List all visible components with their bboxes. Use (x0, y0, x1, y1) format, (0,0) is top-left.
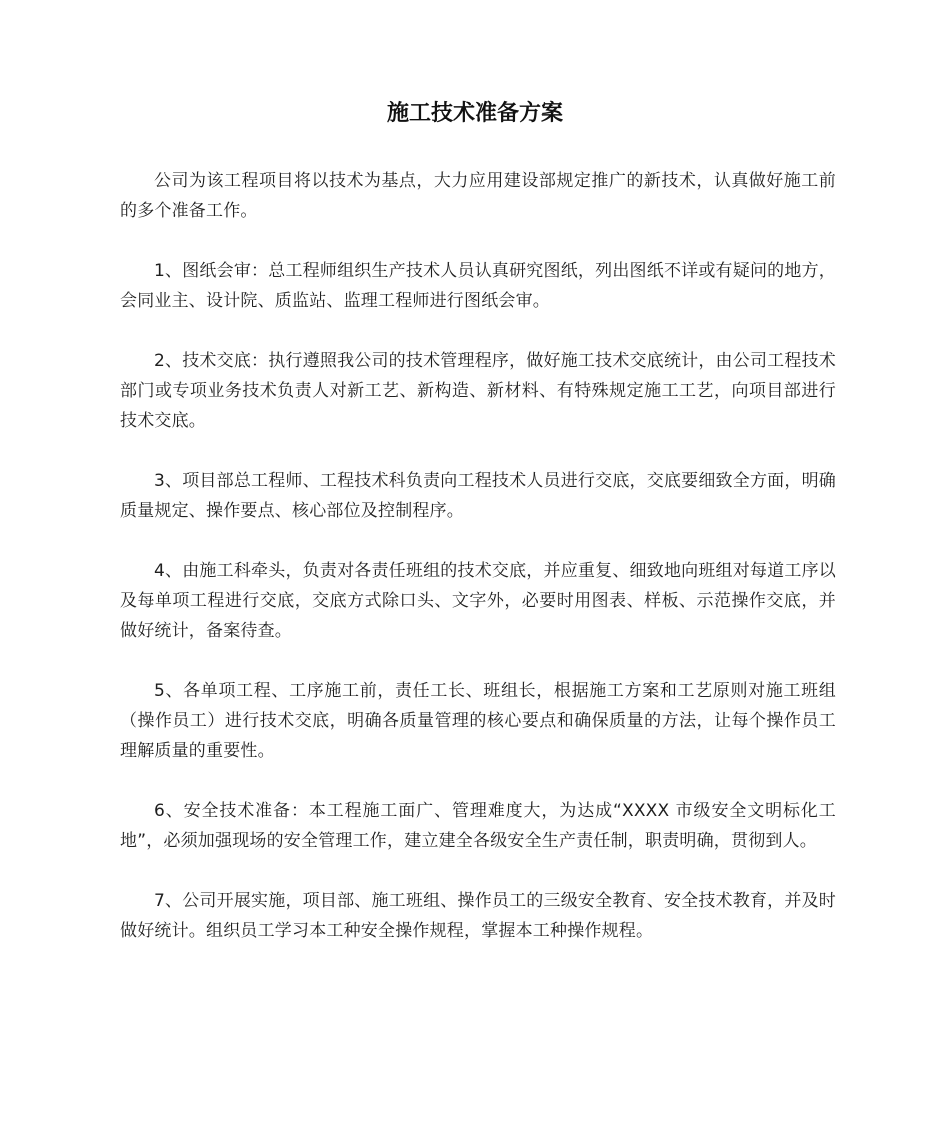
paragraph-item-1: 1、图纸会审：总工程师组织生产技术人员认真研究图纸，列出图纸不详或有疑问的地方，会同业主、设计院、质监站、监理工程师进行图纸会审。 (120, 261, 836, 311)
paragraph-item-7: 7、公司开展实施，项目部、施工班组、操作员工的三级安全教育、安全技术教育，并及时做好统计。组织员工学习本工种安全操作规程，掌握本工种操作规程。 (120, 891, 836, 941)
paragraph-item-2: 2、技术交底：执行遵照我公司的技术管理程序，做好施工技术交底统计，由公司工程技术部门或专项业务技术负责人对新工艺、新构造、新材料、有特殊规定施工工艺，向项目部进行技术交底。 (120, 351, 836, 431)
paragraph-intro: 公司为该工程项目将以技术为基点，大力应用建设部规定推广的新技术，认真做好施工前的多个准备工作。 (120, 171, 836, 221)
paragraph-item-3: 3、项目部总工程师、工程技术科负责向工程技术人员进行交底，交底要细致全方面，明确质量规定、操作要点、核心部位及控制程序。 (120, 471, 836, 521)
document-body (120, 166, 836, 976)
document-title: 施工技术准备方案 (386, 101, 563, 126)
paragraph-item-4: 4、由施工科牵头，负责对各责任班组的技术交底，并应重复、细致地向班组对每道工序以及每单项工程进行交底，交底方式除口头、文字外，必要时用图表、样板、示范操作交底，并做好统计，备案待查。 (120, 561, 836, 641)
paragraph-item-6: 6、安全技术准备：本工程施工面广、管理难度大，为达成“XXXX 市级安全文明标化工地”，必须加强现场的安全管理工作，建立建全各级安全生产责任制，职责明确，贯彻到人。 (120, 801, 836, 851)
paragraph-item-5: 5、各单项工程、工序施工前，责任工长、班组长，根据施工方案和工艺原则对施工班组（操作员工）进行技术交底，明确各质量管理的核心要点和确保质量的方法，让每个操作员工理解质量的重要性。 (120, 681, 836, 761)
